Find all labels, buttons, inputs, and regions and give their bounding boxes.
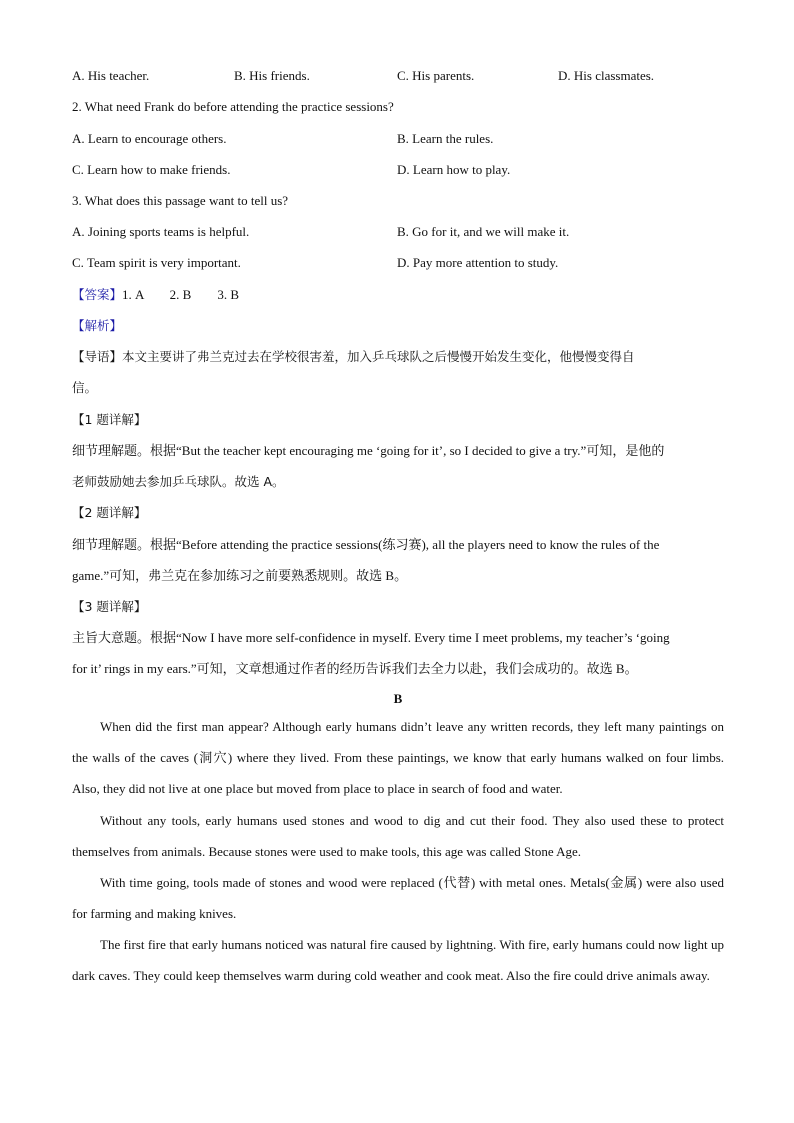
q2-option-b: B. Learn the rules. xyxy=(397,131,494,146)
section-b-heading: B xyxy=(393,691,403,706)
q3-option-a: A. Joining sports teams is helpful. xyxy=(72,224,250,239)
q2-stem: 2. What need Frank do before attending the practice sessions? xyxy=(72,99,394,114)
q2-option-a: A. Learn to encourage others. xyxy=(72,131,227,146)
detail-3-line-2: for it’ rings in my ears.”可知，文章想通过作者的经历告诉我们去全力以赴，我们会成功的。故选 B。 xyxy=(72,661,638,676)
guide-text-1: 本文主要讲了弗兰克过去在学校很害羞，加入乒乓球队之后慢慢开始发生变化，他慢慢变得自 xyxy=(122,349,635,364)
answer-line xyxy=(72,285,239,305)
guide-line-1 xyxy=(72,347,635,367)
analysis-label: 【解析】 xyxy=(72,318,123,333)
section-b-paragraph-3: With time going, tools made of stones and wood were replaced (代替) with metal ones. Metals(金属) were also used for farming and making knives. xyxy=(72,875,724,921)
guide-line-2: 信。 xyxy=(72,380,98,395)
detail-2-line-1: 细节理解题。根据“Before attending the practice sessions(练习赛), all the players need to know the rules of the xyxy=(72,537,660,552)
q2-option-d: D. Learn how to play. xyxy=(397,162,511,177)
section-b-paragraph-1: When did the first man appear? Although early humans didn’t leave any written records, they left many paintings on the walls of the caves (洞穴) where they lived. From these paintings, we know that early humans walked on four limbs. Also, they did not live at one place but moved from place to place in search of food and water. xyxy=(72,719,724,796)
q3-option-b: B. Go for it, and we will make it. xyxy=(397,224,570,239)
q1-option-c: C. His parents. xyxy=(397,68,475,83)
detail-2-label: 【2 题详解】 xyxy=(72,505,147,520)
q3-option-c: C. Team spirit is very important. xyxy=(72,255,241,270)
detail-1-label: 【1 题详解】 xyxy=(72,412,147,427)
q1-option-d: D. His classmates. xyxy=(558,68,655,83)
detail-1-line-1: 细节理解题。根据“But the teacher kept encouraging me ‘going for it’, so I decided to give a try.”可知，是他的 xyxy=(72,443,665,458)
answer-text: 1. A 2. B 3. B xyxy=(122,287,240,302)
guide-label: 【导语】 xyxy=(72,349,123,364)
detail-1-line-2: 老师鼓励她去参加乒乓球队。故选 A。 xyxy=(72,474,285,489)
q1-option-a: A. His teacher. xyxy=(72,68,150,83)
q3-stem: 3. What does this passage want to tell us? xyxy=(72,193,289,208)
section-b-paragraph-4: The first fire that early humans noticed was natural fire caused by lightning. With fire, early humans could now light up dark caves. They could keep themselves warm during cold weather and cook meat. Also the fire could drive animals away. xyxy=(72,937,724,983)
q3-option-d: D. Pay more attention to study. xyxy=(397,255,559,270)
detail-2-line-2: game.”可知，弗兰克在参加练习之前要熟悉规则。故选 B。 xyxy=(72,568,408,583)
detail-3-line-1: 主旨大意题。根据“Now I have more self-confidence in myself. Every time I meet problems, my teacher’s ‘going xyxy=(72,630,670,645)
answer-label: 【答案】 xyxy=(72,287,123,302)
q1-option-b: B. His friends. xyxy=(234,68,310,83)
detail-3-label: 【3 题详解】 xyxy=(72,599,147,614)
q2-option-c: C. Learn how to make friends. xyxy=(72,162,231,177)
section-b-paragraph-2: Without any tools, early humans used stones and wood to dig and cut their food. They also used these to protect themselves from animals. Because stones were used to make tools, this age was called Stone Age. xyxy=(72,813,724,859)
